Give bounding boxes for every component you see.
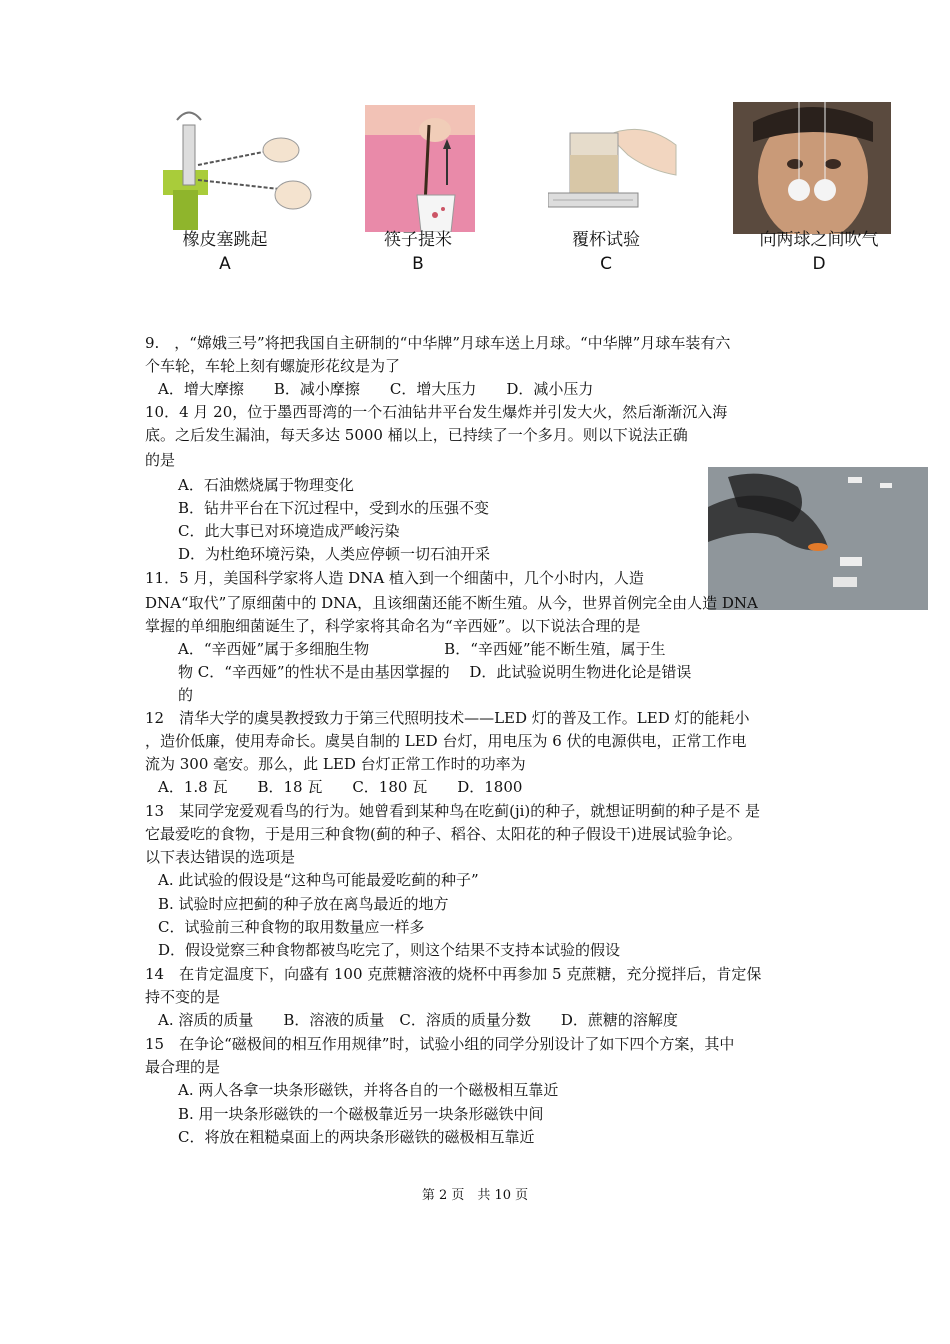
q10-option-d: D．为杜绝环境污染，人类应停顿一切石油开采 — [178, 545, 491, 563]
figure-c-title: 覆杯试验 — [572, 230, 640, 250]
q11-line-1: 11．5 月，美国科学家将人造 DNA 植入到一个细菌中，几个小时内，人造 — [145, 569, 644, 587]
q15-option-a: A. 两人各拿一块条形磁铁，并将各自的一个磁极相互靠近 — [178, 1081, 559, 1099]
figure-c-caption — [526, 228, 686, 276]
q14-line-1: 14 在肯定温度下，向盛有 100 克蔗糖溶液的烧杯中再参加 5 克蔗糖，充分搅拌后，肯定保 — [145, 965, 762, 983]
q13-option-a: A. 此试验的假设是“这种鸟可能最爱吃蓟的种子” — [158, 871, 479, 889]
q9-line-2: 个车轮，车轮上刻有螺旋形花纹是为了 — [145, 357, 401, 375]
q13-line-2: 它最爱吃的食物，于是用三种食物(蓟的种子、稻谷、太阳花的种子假设干)进展试验争论。 — [145, 825, 742, 843]
q12-options: A．1.8 瓦 B．18 瓦 C．180 瓦 D．1800 — [158, 778, 523, 796]
q14-options: A. 溶质的质量 B．溶液的质量 C．溶质的质量分数 D．蔗糖的溶解度 — [158, 1011, 678, 1029]
figure-d-caption — [739, 228, 899, 276]
figure-a-caption — [145, 228, 305, 276]
q13-option-d: D．假设觉察三种食物都被鸟吃完了，则这个结果不支持本试验的假设 — [158, 941, 621, 959]
figure-a-letter: A — [219, 254, 231, 274]
page-footer: 第 2 页 共 10 页 — [421, 1188, 529, 1203]
q9-line-1: 9. ，“嫦娥三号”将把我国自主研制的“中华牌”月球车送上月球。“中华牌”月球车装有六 — [145, 334, 731, 352]
q15-option-c: C．将放在粗糙桌面上的两块条形磁铁的磁极相互靠近 — [178, 1128, 535, 1146]
q11-options-2: 物 C．“辛西娅”的性状不是由基因掌握的 D．此试验说明生物进化论是错误 — [178, 663, 692, 681]
figure-b-image — [365, 105, 475, 232]
figure-b-title: 筷子提米 — [384, 230, 452, 250]
inverted-cup-illustration — [548, 115, 678, 227]
blowing-balls-illustration — [733, 102, 891, 234]
q9-options: A．增大摩擦 B．减小摩擦 C．增大压力 D．减小压力 — [158, 380, 594, 398]
q11-line-2: DNA“取代”了原细菌中的 DNA，且该细菌还能不断生殖。从今，世界首例完全由人造 DNA — [145, 594, 758, 612]
rubber-stopper-illustration — [163, 105, 318, 230]
q14-line-2: 持不变的是 — [145, 988, 221, 1006]
oil-spill-photo — [708, 467, 928, 610]
figure-d-image — [733, 102, 891, 234]
figure-c-letter: C — [600, 254, 612, 274]
figure-d-title: 向两球之间吹气 — [759, 230, 879, 250]
q11-options-3: 的 — [178, 686, 194, 704]
q13-line-3: 以下表达错误的选项是 — [145, 848, 296, 866]
q15-option-b: B. 用一块条形磁铁的一个磁极靠近另一块条形磁铁中间 — [178, 1105, 544, 1123]
figure-b-caption — [338, 228, 498, 276]
q10-option-a: A．石油燃烧属于物理变化 — [178, 476, 354, 494]
figure-b-letter: B — [412, 254, 424, 274]
q12-line-3: 流为 300 毫安。那么，此 LED 台灯正常工作时的功率为 — [145, 755, 526, 773]
q10-option-c: C．此大事已对环境造成严峻污染 — [178, 522, 400, 540]
q10-line-1: 10．4 月 20，位于墨西哥湾的一个石油钻井平台发生爆炸并引发大火，然后渐渐沉入海 — [145, 403, 728, 421]
figure-a-image — [163, 105, 318, 230]
oil-spill-illustration — [708, 467, 928, 610]
q10-line-3: 的是 — [145, 451, 176, 469]
q13-line-1: 13 某同学宠爱观看鸟的行为。她曾看到某种鸟在吃蓟(ji)的种子，就想证明蓟的种子是不 是 — [145, 802, 761, 820]
q10-option-b: B．钻井平台在下沉过程中，受到水的压强不变 — [178, 499, 490, 517]
q12-line-1: 12 清华大学的虞昊教授致力于第三代照明技术——LED 灯的普及工作。LED 灯的能耗小 — [145, 709, 750, 727]
figure-c-image — [548, 115, 678, 227]
q13-option-c: C．试验前三种食物的取用数量应一样多 — [158, 918, 425, 936]
q15-line-2: 最合理的是 — [145, 1058, 221, 1076]
figure-a-title: 橡皮塞跳起 — [182, 230, 268, 250]
figure-d-letter: D — [812, 254, 826, 274]
q11-options-1: A．“辛西娅”属于多细胞生物 B．“辛西娅”能不断生殖，属于生 — [178, 640, 666, 658]
q13-option-b: B. 试验时应把蓟的种子放在离鸟最近的地方 — [158, 895, 449, 913]
chopstick-rice-illustration — [365, 105, 475, 232]
q15-line-1: 15 在争论“磁极间的相互作用规律”时，试验小组的同学分别设计了如下四个方案，其中 — [145, 1035, 735, 1053]
q10-line-2: 底。之后发生漏油，每天多达 5000 桶以上，已持续了一个多月。则以下说法正确 — [145, 426, 688, 444]
q11-line-3: 掌握的单细胞细菌诞生了，科学家将其命名为“辛西娅”。以下说法合理的是 — [145, 617, 641, 635]
q12-line-2: ，造价低廉，使用寿命长。虞昊自制的 LED 台灯，用电压为 6 伏的电源供电，正常工作电 — [145, 732, 747, 750]
